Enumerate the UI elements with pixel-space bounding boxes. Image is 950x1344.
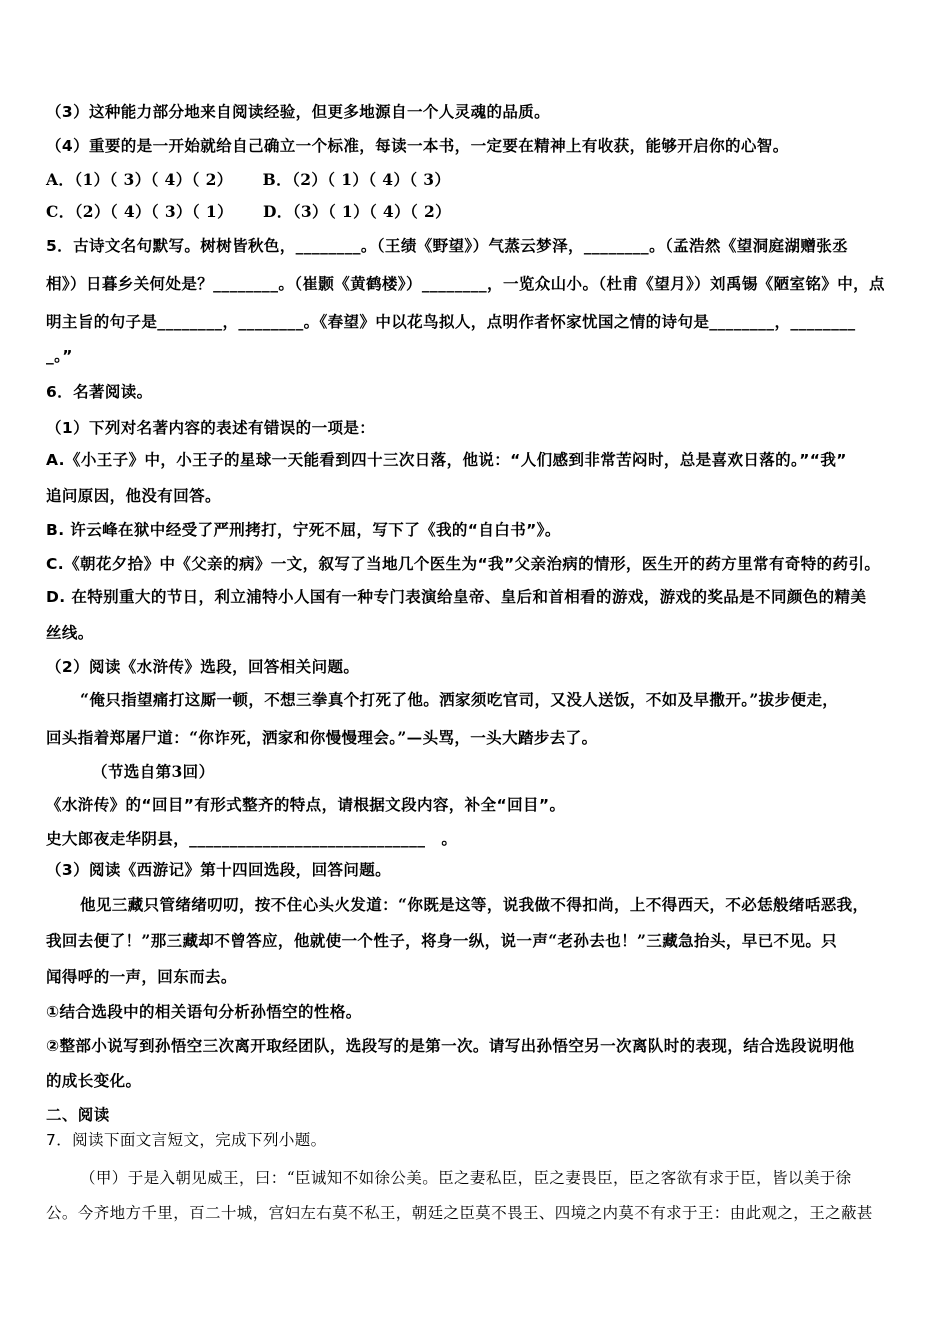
choice-row-cd: [46, 202, 451, 222]
section-heading: 二、阅读: [46, 1106, 110, 1124]
subquestion-2-cont: 的成长变化。: [46, 1072, 142, 1090]
xiyou-excerpt-cont: 我回去便了！”那三藏却不曾答应，他就使一个性子，将身一纵，说一声“老孙去也！”三藏急抬头，早已不见。只: [46, 931, 838, 950]
choice-d: D．（3）（ 1）（ 4）（ 2）: [262, 202, 452, 221]
answer-blank-line: 史大郎夜走华阴县，_____________________________ 。: [46, 830, 458, 848]
question-5-line: _。”: [46, 347, 73, 365]
question-6-1: （1）下列对名著内容的表述有错误的一项是：: [46, 419, 376, 437]
classical-text-cont: 公。今齐地方千里，百二十城，宫妇左右莫不私王，朝廷之臣莫不畏王、四境之内莫不有求于王：由此观之，王之蔽甚: [46, 1204, 873, 1222]
excerpt-source: （节选自第3回）: [92, 762, 215, 781]
option-item-4: （4）重要的是一开始就给自己确立一个标准，每读一本书，一定要在精神上有收获，能够开启你的心智。: [46, 137, 789, 155]
q6-option-a-cont: 追问原因，他没有回答。: [46, 487, 221, 505]
xiyou-excerpt: 他见三藏只管绪绪叨叨，按不住心头火发道：“你既是这等，说我做不得扣尚，上不得西天，不必恁般绪咶恶我，: [80, 895, 869, 914]
q6-option-d: D. 在特别重大的节日，利立浦特小人国有一种专门表演给皇帝、皇后和首相看的游戏，游戏的奖品是不同颜色的精美: [46, 588, 867, 606]
option-item-3: （3）这种能力部分地来自阅读经验，但更多地源自一个人灵魂的品质。: [46, 103, 551, 121]
question-6: 6．名著阅读。: [46, 383, 153, 401]
q6-option-c: C.《朝花夕拾》中《父亲的病》一文，叙写了当地几个医生为“我”父亲治病的情形，医生开的药方里常有奇特的药引。: [46, 555, 881, 573]
question-5: 5．古诗文名句默写。树树皆秋色，________。（王绩《野望》）气蒸云梦泽，________。（孟浩然《望洞庭湖赠张丞: [46, 237, 849, 255]
q6-option-b: B. 许云峰在狱中经受了严刑拷打，宁死不屈，写下了《我的“自白书”》。: [46, 521, 561, 539]
xiyou-excerpt-cont: 闻得呼的一声，回东而去。: [46, 967, 237, 986]
question-7: 7．阅读下面文言短文，完成下列小题。: [46, 1131, 327, 1149]
choice-c: C．（2）（ 4）（ 3）（ 1）: [46, 202, 233, 221]
choice-a: A．（1）（ 3）（ 4）（ 2）: [46, 170, 233, 189]
choice-b: B．（2）（ 1）（ 4）（ 3）: [262, 170, 451, 189]
classical-text: （甲）于是入朝见威王，曰：“臣诚知不如徐公美。臣之妻私臣，臣之妻畏臣，臣之客欲有求于臣，皆以美于徐: [80, 1169, 852, 1187]
shuihu-excerpt-cont: 回头指着郑屠尸道：“你诈死，洒家和你慢慢理会。”—头骂，一头大踏步去了。: [46, 728, 598, 747]
question-6-3: （3）阅读《西游记》第十四回选段，回答问题。: [46, 861, 392, 879]
subquestion-1: ①结合选段中的相关语句分析孙悟空的性格。: [46, 1003, 362, 1021]
question-6-2: （2）阅读《水浒传》选段，回答相关问题。: [46, 658, 360, 676]
question-5-line: 相》）日暮乡关何处是？________。（崔颢《黄鹤楼》）________，一览众山小。（杜甫《望月》）刘禹锡《陋室铭》中，点: [46, 275, 885, 293]
subquestion-2: ②整部小说写到孙悟空三次离开取经团队，选段写的是第一次。请写出孙悟空另一次离队时的表现，结合选段说明他: [46, 1037, 855, 1055]
shuihu-question: 《水浒传》的“回目”有形式整齐的特点，请根据文段内容，补全“回目”。: [46, 796, 566, 814]
q6-option-d-cont: 丝线。: [46, 624, 94, 642]
shuihu-excerpt: “俺只指望痛打这厮一顿，不想三拳真个打死了他。洒家须吃官司，又没人送饭，不如及早撒开。”拔步便走，: [80, 690, 839, 709]
q6-option-a: A.《小王子》中，小王子的星球一天能看到四十三次日落，他说：“人们感到非常苦闷时，总是喜欢日落的。”“我”: [46, 451, 847, 469]
choice-row-ab: [46, 170, 450, 190]
question-5-line: 明主旨的句子是________，________。《春望》中以花鸟拟人，点明作者怀家忧国之情的诗句是________，________: [46, 313, 856, 331]
